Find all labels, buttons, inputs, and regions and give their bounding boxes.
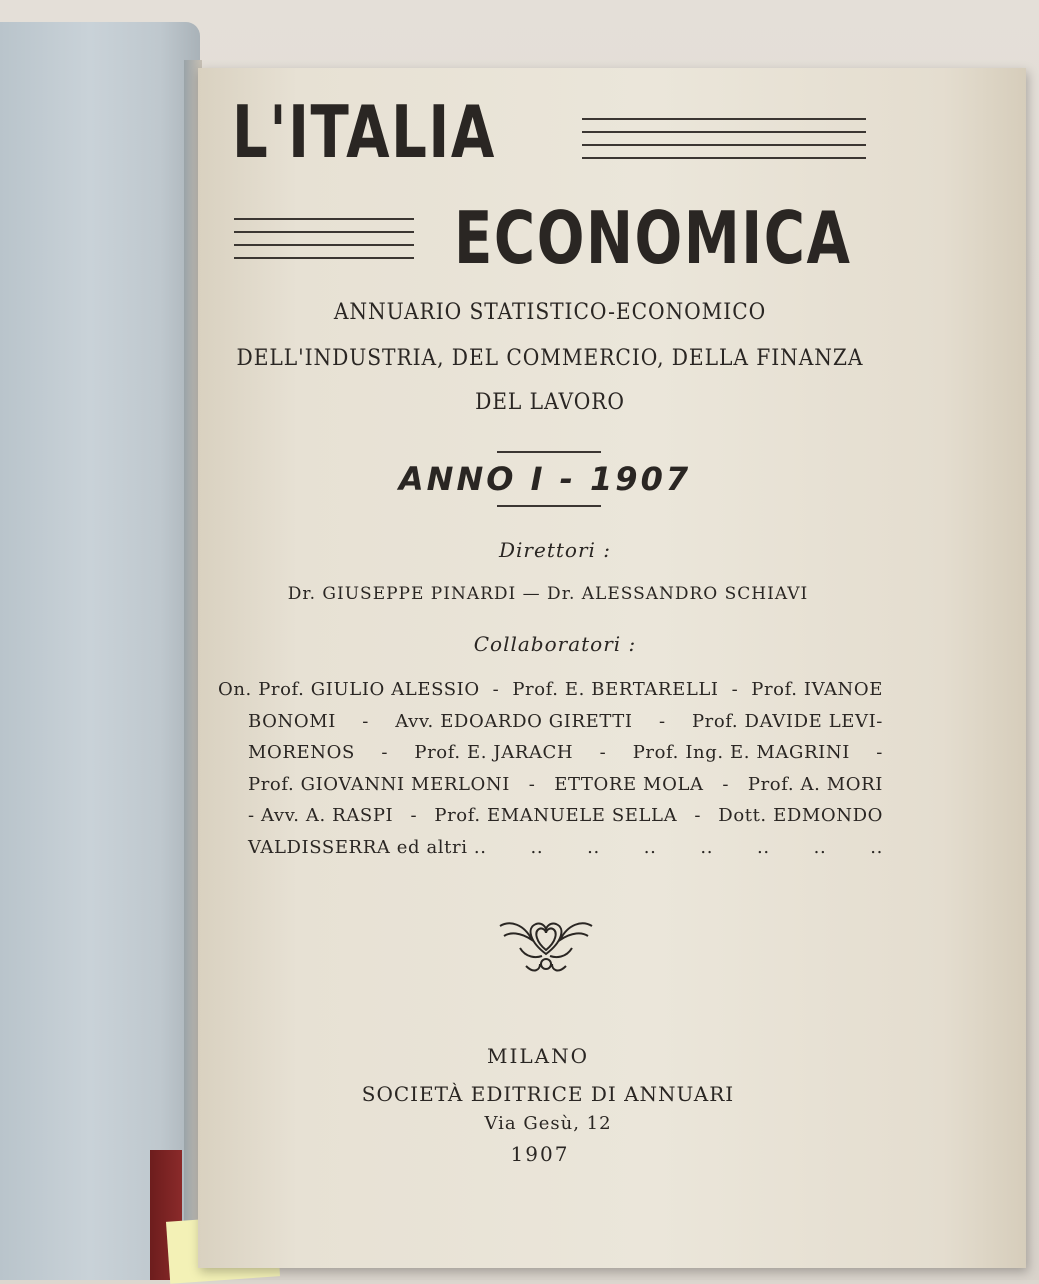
- publisher-city: MILANO: [487, 1044, 589, 1068]
- subtitle-line-2: DELL'INDUSTRIA, DEL COMMERCIO, DELLA FINANZA: [236, 346, 864, 371]
- book-cover-board: [0, 22, 200, 1280]
- edition-year: ANNO I - 1907: [398, 460, 692, 498]
- subtitle-line-1: ANNUARIO STATISTICO-ECONOMICO: [333, 300, 767, 325]
- collaborators-line: Prof. GIOVANNI MERLONI - ETTORE MOLA - Prof. A. MORI: [248, 773, 883, 795]
- publication-year: 1907: [510, 1142, 570, 1166]
- divider-bottom: [497, 505, 601, 507]
- title-line-1: L'ITALIA: [232, 90, 496, 174]
- collaborators-label: Collaboratori :: [473, 632, 637, 656]
- collaborators-line: On. Prof. GIULIO ALESSIO - Prof. E. BERTARELLI - Prof. IVANOE: [218, 679, 883, 700]
- collaborators-line: - Avv. A. RASPI - Prof. EMANUELE SELLA - Dott. EDMONDO: [248, 805, 883, 826]
- subtitle-line-3: DEL LAVORO: [475, 390, 625, 415]
- title-line-2: ECONOMICA: [454, 196, 852, 280]
- collaborators-line: BONOMI - Avv. EDOARDO GIRETTI - Prof. DAVIDE LEVI-: [248, 710, 883, 732]
- collaborators-line: MORENOS - Prof. E. JARACH - Prof. Ing. E. MAGRINI -: [248, 742, 883, 763]
- divider-top: [497, 451, 601, 453]
- publisher-name: SOCIETÀ EDITRICE DI ANNUARI: [361, 1082, 735, 1106]
- collaborators-list: [218, 674, 883, 863]
- publisher-address: Via Gesù, 12: [484, 1113, 612, 1134]
- heart-ornament-icon: [496, 914, 596, 978]
- directors-names: Dr. GIUSEPPE PINARDI — Dr. ALESSANDRO SCHIAVI: [287, 584, 809, 604]
- collaborators-line: VALDISSERRA ed altri .. .. .. .. .. .. .. ..: [248, 836, 883, 858]
- directors-label: Direttori :: [499, 538, 611, 562]
